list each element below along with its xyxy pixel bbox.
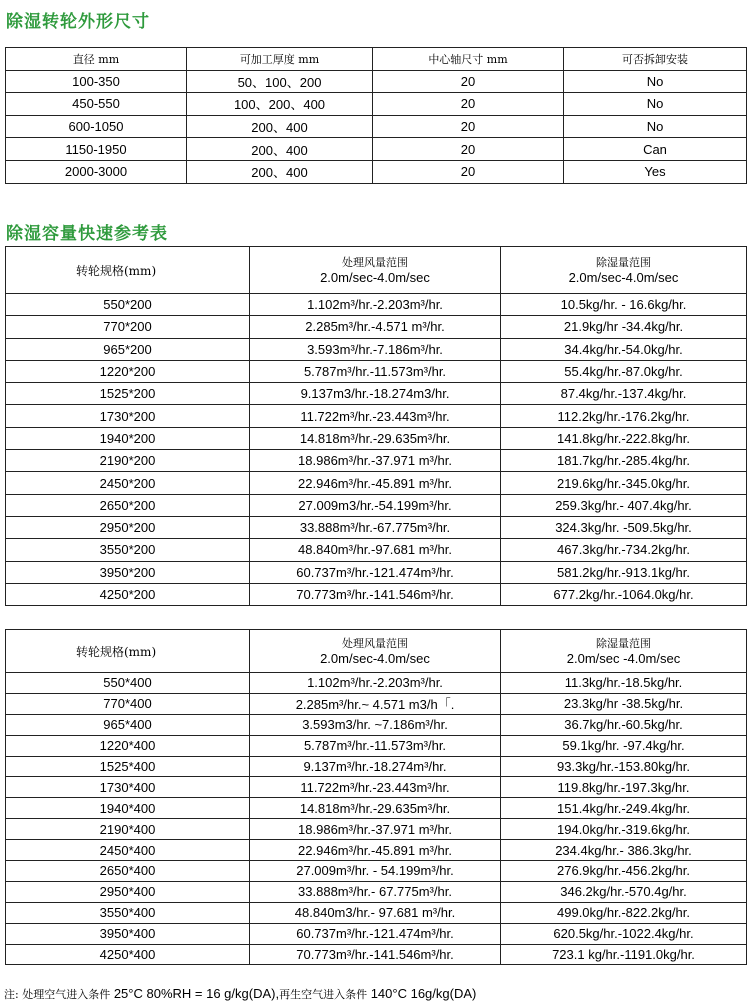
footnote xyxy=(4,986,476,1002)
table-cell: 119.8kg/hr.-197.3kg/hr. xyxy=(501,777,747,798)
table-cell: 151.4kg/hr.-249.4kg/hr. xyxy=(501,798,747,819)
header-airflow xyxy=(250,630,501,673)
table-row xyxy=(6,756,747,777)
table-cell: 18.986m³/hr.-37.971 m³/hr. xyxy=(250,450,501,472)
table-row xyxy=(6,539,747,561)
table-cell: 20 xyxy=(373,115,564,138)
header-dehum-cn: 除湿量范围 xyxy=(596,256,651,269)
header-diameter xyxy=(6,48,187,71)
table-cell: 600-1050 xyxy=(6,115,187,138)
header-thickness-label: 可加工厚度 mm xyxy=(239,52,320,66)
footnote-process-condition: 25°C 80%RH = 16 g/kg(DA), xyxy=(113,986,280,1001)
section-title-capacity: 除湿容量快速参考表 xyxy=(6,224,168,244)
dimensions-table xyxy=(5,47,747,184)
table-row xyxy=(6,405,747,427)
table-cell: 677.2kg/hr.-1064.0kg/hr. xyxy=(501,583,747,605)
table-cell: 33.888m³/hr.-67.775m³/hr. xyxy=(250,516,501,538)
header-spec xyxy=(6,247,250,294)
table-cell: 234.4kg/hr.- 386.3kg/hr. xyxy=(501,840,747,861)
table-row xyxy=(6,138,747,161)
table-cell: 499.0kg/hr.-822.2kg/hr. xyxy=(501,902,747,923)
table-cell: 60.737m³/hr.-121.474m³/hr. xyxy=(250,923,501,944)
table-row xyxy=(6,777,747,798)
header-airflow-en: 2.0m/sec-4.0m/sec xyxy=(320,651,430,666)
table-cell: 2.285m³/hr.~ 4.571 m3/h「. xyxy=(250,693,501,714)
table-cell: 770*200 xyxy=(6,316,250,338)
table-cell: 200、400 xyxy=(187,138,373,161)
table-cell: 87.4kg/hr.-137.4kg/hr. xyxy=(501,383,747,405)
header-shaft xyxy=(373,48,564,71)
table-cell: 4250*200 xyxy=(6,583,250,605)
table-cell: 11.722m³/hr.-23.443m³/hr. xyxy=(250,405,501,427)
capacity-table-400 xyxy=(5,629,747,965)
table-cell: 2190*200 xyxy=(6,450,250,472)
table-row xyxy=(6,714,747,735)
table-row xyxy=(6,160,747,183)
table-cell: 3950*400 xyxy=(6,923,250,944)
table-cell: No xyxy=(564,70,747,93)
table-cell: 10.5kg/hr. - 16.6kg/hr. xyxy=(501,294,747,316)
table-row xyxy=(6,338,747,360)
header-detachable xyxy=(564,48,747,71)
table-cell: 22.946m³/hr.-45.891 m³/hr. xyxy=(250,472,501,494)
table-cell: 20 xyxy=(373,138,564,161)
table-row xyxy=(6,516,747,538)
table-cell: 200、400 xyxy=(187,115,373,138)
table-cell: 50、100、200 xyxy=(187,70,373,93)
table-cell: 194.0kg/hr.-319.6kg/hr. xyxy=(501,819,747,840)
table-cell: 965*200 xyxy=(6,338,250,360)
table-cell: 2450*400 xyxy=(6,840,250,861)
header-spec-label: 转轮规格(mm) xyxy=(76,263,157,278)
table-row xyxy=(6,70,747,93)
header-shaft-label: 中心轴尺寸 mm xyxy=(428,52,508,66)
table-row xyxy=(6,735,747,756)
header-thickness xyxy=(187,48,373,71)
table-cell: 1.102m³/hr.-2.203m³/hr. xyxy=(250,294,501,316)
table-cell: 2650*200 xyxy=(6,494,250,516)
table-cell: 620.5kg/hr.-1022.4kg/hr. xyxy=(501,923,747,944)
table-cell: 48.840m³/hr.-97.681 m³/hr. xyxy=(250,539,501,561)
table-cell: 3.593m3/hr. ~7.186m³/hr. xyxy=(250,714,501,735)
table-row xyxy=(6,944,747,965)
header-spec xyxy=(6,630,250,673)
table-cell: 770*400 xyxy=(6,693,250,714)
header-airflow-cn: 处理风量范围 xyxy=(342,637,408,650)
table-cell: 723.1 kg/hr.-1191.0kg/hr. xyxy=(501,944,747,965)
table-cell: 1525*400 xyxy=(6,756,250,777)
table-cell: 550*200 xyxy=(6,294,250,316)
table-row xyxy=(6,693,747,714)
header-airflow xyxy=(250,247,501,294)
table-row xyxy=(6,819,747,840)
table-row xyxy=(6,923,747,944)
header-dehum-en: 2.0m/sec -4.0m/sec xyxy=(566,651,681,666)
table-cell: 5.787m³/hr.-11.573m³/hr. xyxy=(250,360,501,382)
table-cell: 3.593m³/hr.-7.186m³/hr. xyxy=(250,338,501,360)
header-dehumidification xyxy=(501,247,747,294)
table-cell: 467.3kg/hr.-734.2kg/hr. xyxy=(501,539,747,561)
table-cell: 18.986m³/hr.-37.971 m³/hr. xyxy=(250,819,501,840)
table-cell: 27.009m3/hr.-54.199m³/hr. xyxy=(250,494,501,516)
table-cell: 2.285m³/hr.-4.571 m³/hr. xyxy=(250,316,501,338)
footnote-regen-condition: 140°C 16g/kg(DA) xyxy=(370,986,477,1001)
table-cell: 70.773m³/hr.-141.546m³/hr. xyxy=(250,583,501,605)
table-cell: 141.8kg/hr.-222.8kg/hr. xyxy=(501,427,747,449)
table-cell: 14.818m³/hr.-29.635m³/hr. xyxy=(250,427,501,449)
table-row xyxy=(6,93,747,116)
table-cell: 219.6kg/hr.-345.0kg/hr. xyxy=(501,472,747,494)
table-cell: 27.009m³/hr. - 54.199m³/hr. xyxy=(250,861,501,882)
table-cell: 112.2kg/hr.-176.2kg/hr. xyxy=(501,405,747,427)
table-header-row xyxy=(6,247,747,294)
header-airflow-en: 2.0m/sec-4.0m/sec xyxy=(320,270,430,285)
table-cell: 2950*200 xyxy=(6,516,250,538)
table-cell: 20 xyxy=(373,93,564,116)
table-cell: 1730*400 xyxy=(6,777,250,798)
table-cell: No xyxy=(564,93,747,116)
header-dehum-en: 2.0m/sec-4.0m/sec xyxy=(568,270,679,285)
table-cell: 11.3kg/hr.-18.5kg/hr. xyxy=(501,673,747,694)
table-cell: 9.137m³/hr.-18.274m³/hr. xyxy=(250,756,501,777)
header-detachable-label: 可否拆卸安装 xyxy=(622,52,688,66)
table-row xyxy=(6,798,747,819)
table-cell: 100、200、400 xyxy=(187,93,373,116)
table-cell: 1940*200 xyxy=(6,427,250,449)
capacity-table-200 xyxy=(5,246,747,606)
table-cell: 100-350 xyxy=(6,70,187,93)
table-row xyxy=(6,294,747,316)
header-spec-label: 转轮规格(mm) xyxy=(76,644,157,659)
header-dehumidification xyxy=(501,630,747,673)
table-cell: 55.4kg/hr.-87.0kg/hr. xyxy=(501,360,747,382)
table-cell: 60.737m³/hr.-121.474m³/hr. xyxy=(250,561,501,583)
table-row xyxy=(6,383,747,405)
table-row xyxy=(6,861,747,882)
table-cell: 3550*200 xyxy=(6,539,250,561)
table-row xyxy=(6,583,747,605)
table-cell: 34.4kg/hr.-54.0kg/hr. xyxy=(501,338,747,360)
table-cell: 23.3kg/hr -38.5kg/hr. xyxy=(501,693,747,714)
table-cell: 2950*400 xyxy=(6,881,250,902)
table-cell: 20 xyxy=(373,70,564,93)
table-row xyxy=(6,360,747,382)
table-cell: 1940*400 xyxy=(6,798,250,819)
table-cell: 1220*200 xyxy=(6,360,250,382)
table-cell: 324.3kg/hr. -509.5kg/hr. xyxy=(501,516,747,538)
table-cell: 2450*200 xyxy=(6,472,250,494)
table-cell: 550*400 xyxy=(6,673,250,694)
footnote-mid: 再生空气进入条件 xyxy=(279,988,368,1001)
table-cell: 93.3kg/hr.-153.80kg/hr. xyxy=(501,756,747,777)
table-cell: 181.7kg/hr.-285.4kg/hr. xyxy=(501,450,747,472)
table-cell: 59.1kg/hr. -97.4kg/hr. xyxy=(501,735,747,756)
table-row xyxy=(6,472,747,494)
table-cell: 346.2kg/hr.-570.4g/hr. xyxy=(501,881,747,902)
table-cell: 1525*200 xyxy=(6,383,250,405)
table-cell: 5.787m³/hr.-11.573m³/hr. xyxy=(250,735,501,756)
table-cell: 1220*400 xyxy=(6,735,250,756)
table-row xyxy=(6,115,747,138)
table-cell: 21.9kg/hr -34.4kg/hr. xyxy=(501,316,747,338)
table-row xyxy=(6,561,747,583)
table-cell: 450-550 xyxy=(6,93,187,116)
table-cell: 22.946m³/hr.-45.891 m³/hr. xyxy=(250,840,501,861)
table-cell: 2190*400 xyxy=(6,819,250,840)
table-cell: 581.2kg/hr.-913.1kg/hr. xyxy=(501,561,747,583)
table-cell: 48.840m3/hr.- 97.681 m³/hr. xyxy=(250,902,501,923)
table-cell: 1150-1950 xyxy=(6,138,187,161)
header-diameter-label: 直径 mm xyxy=(72,52,120,66)
table-cell: 20 xyxy=(373,160,564,183)
table-cell: 276.9kg/hr.-456.2kg/hr. xyxy=(501,861,747,882)
table-cell: 36.7kg/hr.-60.5kg/hr. xyxy=(501,714,747,735)
table-cell: 3550*400 xyxy=(6,902,250,923)
table-row xyxy=(6,316,747,338)
table-row xyxy=(6,427,747,449)
table-header-row xyxy=(6,48,747,71)
table-row xyxy=(6,450,747,472)
table-cell: No xyxy=(564,115,747,138)
table-row xyxy=(6,673,747,694)
table-cell: 1730*200 xyxy=(6,405,250,427)
table-cell: 14.818m³/hr.-29.635m³/hr. xyxy=(250,798,501,819)
table-cell: 11.722m³/hr.-23.443m³/hr. xyxy=(250,777,501,798)
table-cell: 70.773m³/hr.-141.546m³/hr. xyxy=(250,944,501,965)
table-cell: 9.137m3/hr.-18.274m3/hr. xyxy=(250,383,501,405)
table-cell: 1.102m³/hr.-2.203m³/hr. xyxy=(250,673,501,694)
table-cell: 3950*200 xyxy=(6,561,250,583)
table-cell: 2000-3000 xyxy=(6,160,187,183)
table-row xyxy=(6,840,747,861)
table-cell: 33.888m³/hr.- 67.775m³/hr. xyxy=(250,881,501,902)
table-cell: 259.3kg/hr.- 407.4kg/hr. xyxy=(501,494,747,516)
header-airflow-cn: 处理风量范围 xyxy=(342,256,408,269)
section-title-dimensions: 除湿转轮外形尺寸 xyxy=(6,12,150,32)
footnote-prefix: 注: 处理空气进入条件 xyxy=(4,988,111,1001)
table-cell: Yes xyxy=(564,160,747,183)
table-cell: 2650*400 xyxy=(6,861,250,882)
table-row xyxy=(6,881,747,902)
header-dehum-cn: 除湿量范围 xyxy=(596,637,651,650)
table-cell: 4250*400 xyxy=(6,944,250,965)
table-row xyxy=(6,494,747,516)
table-cell: 965*400 xyxy=(6,714,250,735)
table-row xyxy=(6,902,747,923)
table-header-row xyxy=(6,630,747,673)
table-cell: Can xyxy=(564,138,747,161)
table-cell: 200、400 xyxy=(187,160,373,183)
